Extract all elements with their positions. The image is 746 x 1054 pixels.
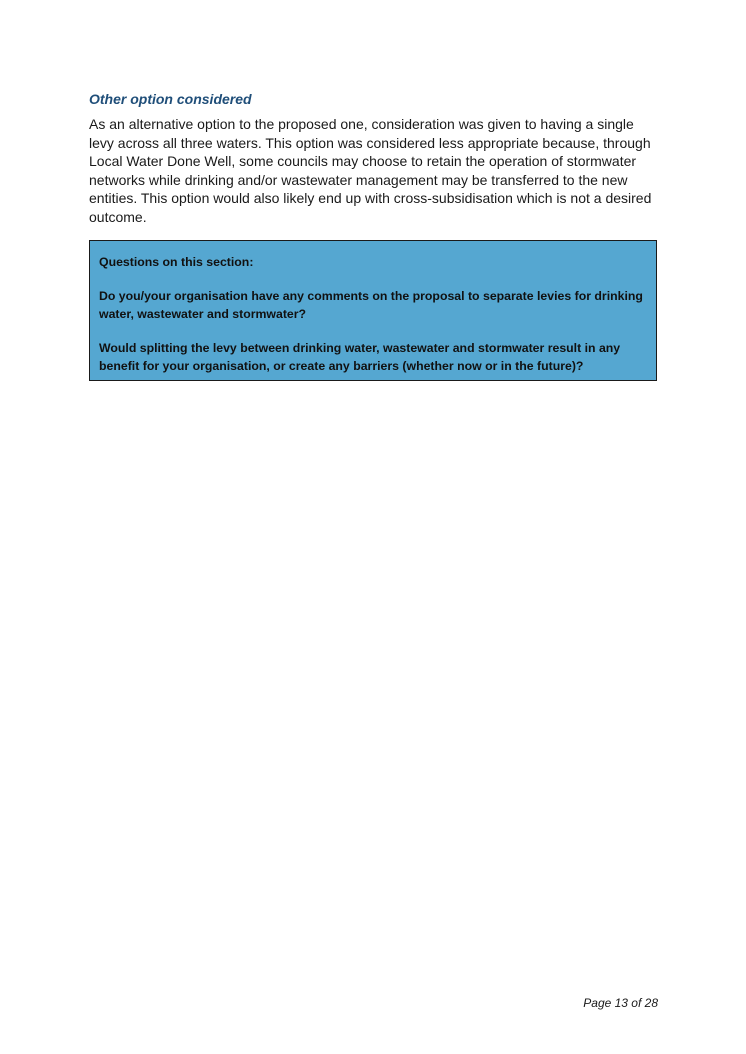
questions-heading: Questions on this section: [99, 255, 254, 269]
question-2: Would splitting the levy between drinking water, wastewater and stormwater result in any benefit for your organisation, or create any barriers (whether now or in the future)? [99, 341, 621, 373]
questions-box [89, 240, 657, 381]
section-heading: Other option considered [89, 91, 252, 107]
body-paragraph: As an alternative option to the proposed one, consideration was given to having a single levy across all three waters. This option was considered less appropriate because, through Local Water Done Well, some councils may choose to retain the operation of stormwater networks while drinking and/or wastewater management may be transferred to the new entities. This option would also likely end up with cross-subsidisation which is not a desired outcome. [89, 116, 652, 225]
question-1: Do you/your organisation have any comments on the proposal to separate levies for drinking water, wastewater and stormwater? [99, 289, 643, 321]
page-number: Page 13 of 28 [583, 996, 658, 1010]
